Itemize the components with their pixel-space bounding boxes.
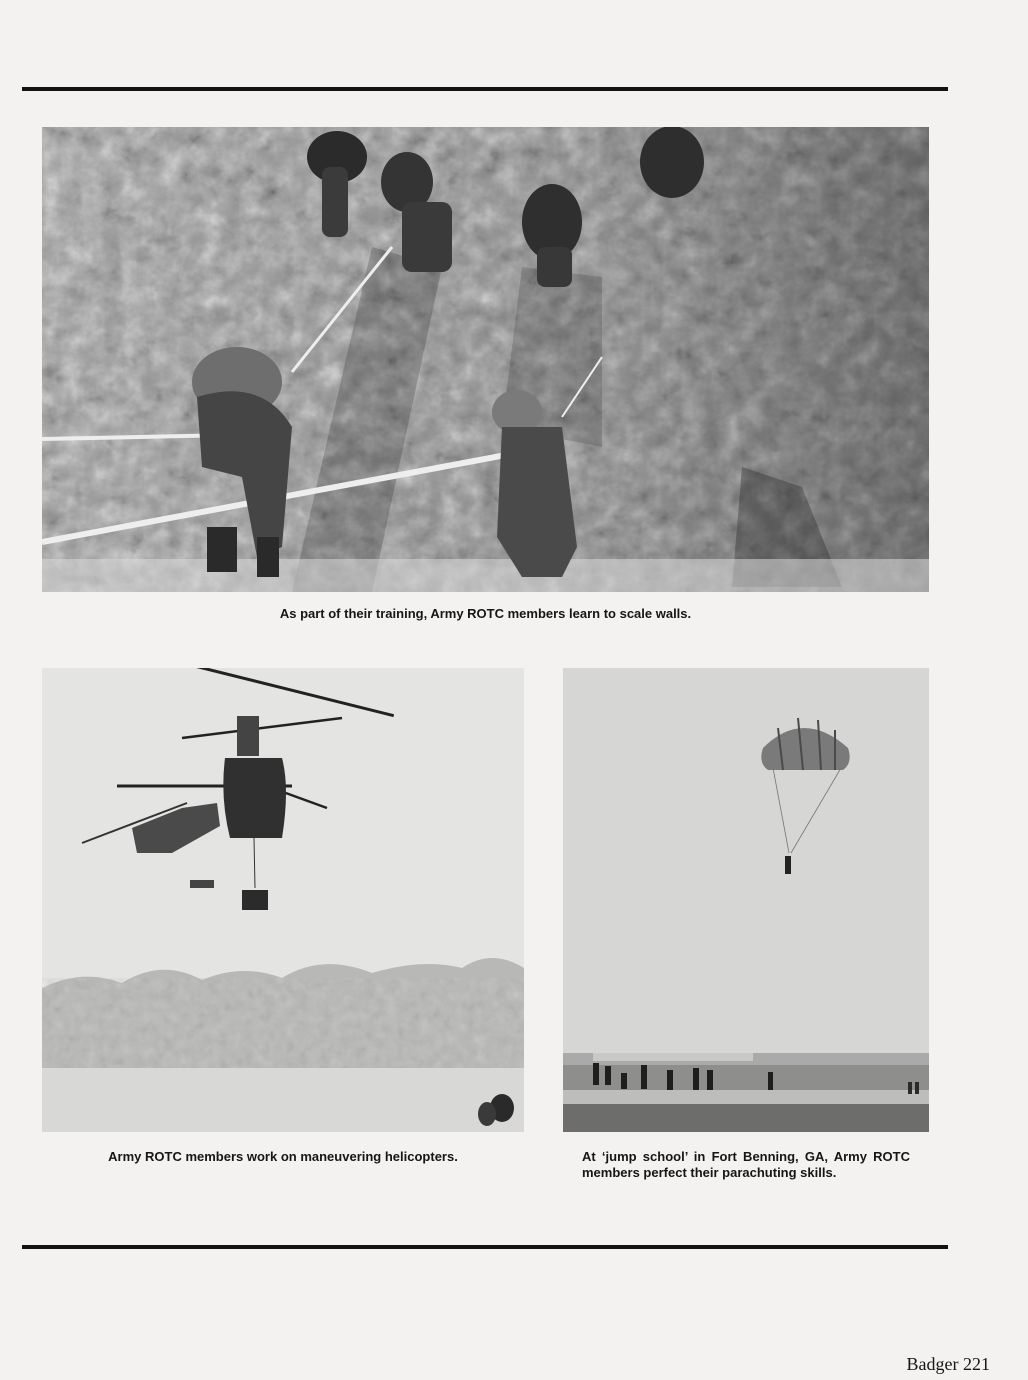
wall-rappelling-photo: [42, 127, 929, 592]
bottom-rule: [22, 1245, 948, 1249]
page-footer-folio: Badger 221: [906, 1354, 990, 1374]
helicopter-photo-caption: Army ROTC members work on maneuvering helicopters.: [108, 1149, 458, 1164]
helicopter-photo: [42, 668, 524, 1132]
top-rule: [22, 87, 948, 91]
wall-photo-caption: As part of their training, Army ROTC members learn to scale walls.: [279, 606, 692, 621]
parachute-photo: [563, 668, 929, 1132]
parachute-photo-caption: At ‘jump school’ in Fort Benning, GA, Army ROTC members perfect their parachuting skills.: [582, 1149, 910, 1180]
